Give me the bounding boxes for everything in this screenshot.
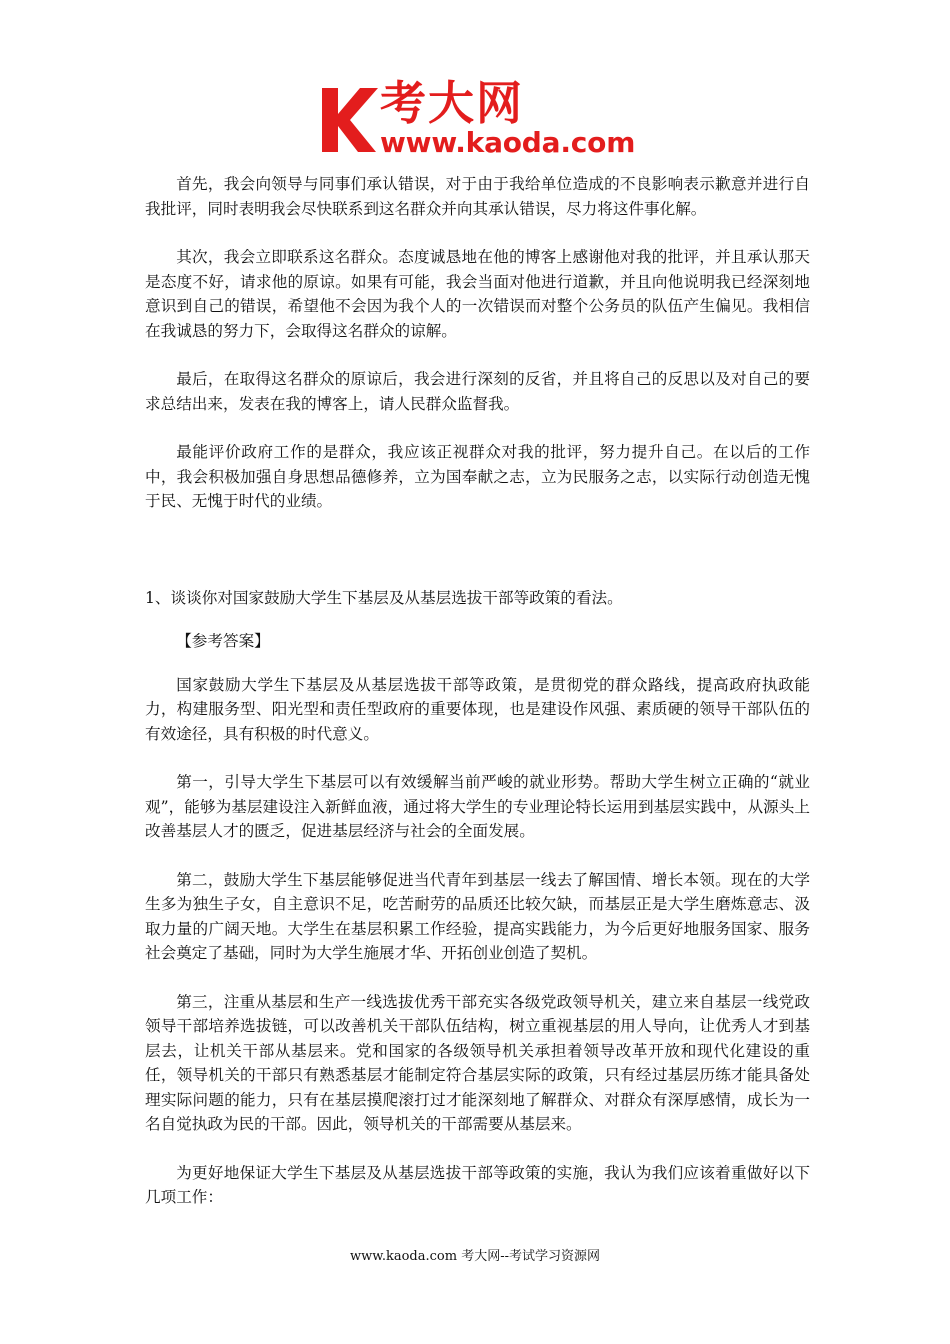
paragraph-first: 首先，我会向领导与同事们承认错误，对于由于我给单位造成的不良影响表示歉意并进行自我批评，同时表明我会尽快联系到这名群众并向其承认错误，尽力将这件事化解。 bbox=[145, 175, 810, 218]
page-footer: www.kaoda.com 考大网--考试学习资源网 bbox=[350, 1249, 600, 1264]
answer-paragraph-intro: 国家鼓励大学生下基层及从基层选拔干部等政策，是贯彻党的群众路线，提高政府执政能力，构建服务型、阳光型和责任型政府的重要体现，也是建设作风强、素质硬的领导干部队伍的有效途径，具有积极的时代意义。 bbox=[145, 675, 810, 743]
paragraph-fourth: 最能评价政府工作的是群众，我应该正视群众对我的批评，努力提升自己。在以后的工作中，我会积极加强自身思想品德修养，立为国奉献之志，立为民服务之志，以实际行动创造无愧于民、无愧于时代的业绩。 bbox=[145, 443, 810, 510]
answer-label: 【参考答案】 bbox=[176, 632, 270, 650]
paragraph-third: 最后，在取得这名群众的原谅后，我会进行深刻的反省，并且将自己的反思以及对自己的要求总结出来，发表在我的博客上，请人民群众监督我。 bbox=[145, 370, 810, 413]
paragraph-second: 其次，我会立即联系这名群众。态度诚恳地在他的博客上感谢他对我的批评，并且承认那天是态度不好，请求他的原谅。如果有可能，我会当面对他进行道歉，并且向他说明我已经深刻地意识到自己的错误，希望他不会因为我个人的一次错误而对整个公务员的队伍产生偏见。我相信在我诚恳的努力下，会取得这名群众的谅解。 bbox=[145, 248, 810, 340]
answer-paragraph-conclusion: 为更好地保证大学生下基层及从基层选拔干部等政策的实施，我认为我们应该着重做好以下几项工作： bbox=[145, 1163, 810, 1206]
answer-paragraph-first: 第一，引导大学生下基层可以有效缓解当前严峻的就业形势。帮助大学生树立正确的“就业观”，能够为基层建设注入新鲜血液，通过将大学生的专业理论特长运用到基层实践中，从源头上改善基层人才的匮乏，促进基层经济与社会的全面发展。 bbox=[145, 773, 810, 840]
document-body bbox=[145, 172, 810, 1210]
answer-paragraph-third: 第三，注重从基层和生产一线选拔优秀干部充实各级党政领导机关，建立来自基层一线党政领导干部培养选拔链，可以改善机关干部队伍结构，树立重视基层的用人导向，让优秀人才到基层去，让机关干部从基层来。党和国家的各级领导机关承担着领导改革开放和现代化建设的重任，领导机关的干部只有熟悉基层才能制定符合基层实际的政策，只有经过基层历练才能具备处理实际问题的能力，只有在基层摸爬滚打过才能深刻地了解群众、对群众有深厚感情，成长为一名自觉执政为民的干部。因此，领导机关的干部需要从基层来。 bbox=[145, 992, 810, 1133]
question-title: 1、谈谈你对国家鼓励大学生下基层及从基层选拔干部等政策的看法。 bbox=[145, 588, 623, 607]
answer-paragraph-second: 第二，鼓励大学生下基层能够促进当代青年到基层一线去了解国情、增长本领。现在的大学生多为独生子女，自主意识不足，吃苦耐劳的品质还比较欠缺，而基层正是大学生磨炼意志、汲取力量的广阔天地。大学生在基层积累工作经验，提高实践能力，为今后更好地服务国家、服务社会奠定了基础，同时为大学生施展才华、开拓创业创造了契机。 bbox=[145, 870, 810, 962]
site-logo bbox=[318, 76, 638, 159]
k-letter-icon bbox=[318, 84, 378, 154]
logo-url-text: www.kaoda.com bbox=[380, 126, 636, 159]
logo-chinese-text: 考大网 bbox=[380, 76, 524, 130]
